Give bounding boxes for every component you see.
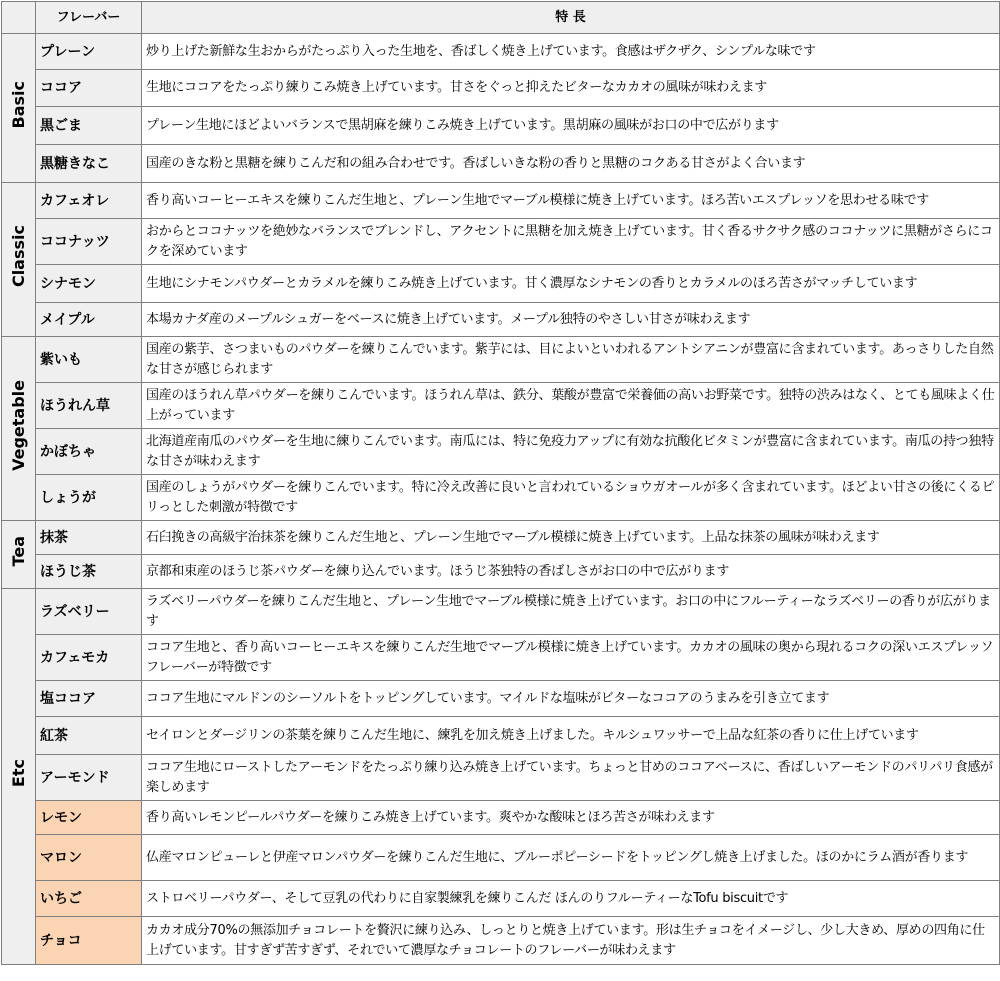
table-row: [2, 755, 1000, 801]
table-row: [2, 383, 1000, 429]
category-basic: [2, 34, 36, 183]
flavor-description: ココア生地にローストしたアーモンドをたっぷり練り込み焼き上げています。ちょっと甘めのココアベースに、香ばしいアーモンドのパリパリ食感が楽しめます: [142, 755, 1000, 801]
table-row: [2, 34, 1000, 70]
flavor-name: ココア: [36, 70, 142, 107]
flavor-table: [1, 1, 1000, 965]
flavor-name: 紫いも: [36, 337, 142, 383]
category-classic: [2, 183, 36, 337]
table-row: [2, 70, 1000, 107]
flavor-name: 紅茶: [36, 717, 142, 755]
flavor-description: 国産のしょうがパウダーを練りこんでいます。特に冷え改善に良いと言われているショウガオールが多く含まれています。ほどよい甘さの後にくるピリっとした刺激が特徴です: [142, 475, 1000, 521]
category-label: Vegetable: [8, 379, 28, 471]
flavor-description: おからとココナッツを絶妙なバランスでブレンドし、アクセントに黒糖を加え焼き上げています。甘く香るサクサク感のココナッツに黒糖がさらにコクを深めています: [142, 219, 1000, 265]
category-label: Tea: [8, 535, 28, 567]
table-row: [2, 107, 1000, 145]
flavor-name: チョコ: [36, 917, 142, 965]
flavor-description: セイロンとダージリンの茶葉を練りこんだ生地に、練乳を加え焼き上げました。キルシュワッサーで上品な紅茶の香りに仕上げています: [142, 717, 1000, 755]
category-label: Classic: [8, 224, 28, 288]
header-flavor: フレーバー: [36, 2, 142, 34]
flavor-description: カカオ成分70%の無添加チョコレートを贅沢に練り込み、しっとりと焼き上げています。形は生チョコをイメージし、少し大きめ、厚めの四角に仕上げています。甘すぎず苦すぎず、それでいて濃厚なチョコレートのフレーバーが味わえます: [142, 917, 1000, 965]
table-row: [2, 521, 1000, 555]
flavor-name: かぼちゃ: [36, 429, 142, 475]
flavor-name: 黒ごま: [36, 107, 142, 145]
table-row: [2, 881, 1000, 917]
flavor-description: ココア生地にマルドンのシーソルトをトッピングしています。マイルドな塩味がビターなココアのうまみを引き立てます: [142, 681, 1000, 717]
table-row: [2, 183, 1000, 219]
flavor-name: ココナッツ: [36, 219, 142, 265]
flavor-description: 京都和束産のほうじ茶パウダーを練り込んでいます。ほうじ茶独特の香ばしさがお口の中で広がります: [142, 555, 1000, 589]
table-row: [2, 555, 1000, 589]
table-row: [2, 429, 1000, 475]
table-row: [2, 801, 1000, 835]
flavor-name: ほうじ茶: [36, 555, 142, 589]
category-etc: [2, 589, 36, 965]
table-row: [2, 303, 1000, 337]
flavor-description: 国産のきな粉と黒糖を練りこんだ和の組み合わせです。香ばしいきな粉の香りと黒糖のコクある甘さがよく合います: [142, 145, 1000, 183]
header-row: [2, 2, 1000, 34]
flavor-description: 国産の紫芋、さつまいものパウダーを練りこんでいます。紫芋には、目によいといわれるアントシアニンが豊富に含まれています。あっさりした自然な甘さが感じられます: [142, 337, 1000, 383]
flavor-name: 塩ココア: [36, 681, 142, 717]
flavor-description: 石臼挽きの高級宇治抹茶を練りこんだ生地と、プレーン生地でマーブル模様に焼き上げています。上品な抹茶の風味が味わえます: [142, 521, 1000, 555]
table-row: [2, 265, 1000, 303]
flavor-name: しょうが: [36, 475, 142, 521]
category-vegetable: [2, 337, 36, 521]
flavor-name: レモン: [36, 801, 142, 835]
table-row: [2, 635, 1000, 681]
flavor-description: 生地にシナモンパウダーとカラメルを練りこみ焼き上げています。甘く濃厚なシナモンの香りとカラメルのほろ苦さがマッチしています: [142, 265, 1000, 303]
flavor-description: ラズベリーパウダーを練りこんだ生地と、プレーン生地でマーブル模様に焼き上げています。お口の中にフルーティーなラズベリーの香りが広がります: [142, 589, 1000, 635]
header-feature: 特 長: [142, 2, 1000, 34]
flavor-name: マロン: [36, 835, 142, 881]
flavor-name: メイプル: [36, 303, 142, 337]
table-row: [2, 835, 1000, 881]
flavor-description: 炒り上げた新鮮な生おからがたっぷり入った生地を、香ばしく焼き上げています。食感はザクザク、シンプルな味です: [142, 34, 1000, 70]
category-label: Basic: [8, 80, 28, 129]
flavor-description: 生地にココアをたっぷり練りこみ焼き上げています。甘さをぐっと抑えたビターなカカオの風味が味わえます: [142, 70, 1000, 107]
table-row: [2, 145, 1000, 183]
flavor-description: ストロベリーパウダー、そして豆乳の代わりに自家製練乳を練りこんだ ほんのりフルーティーなTofu biscuitです: [142, 881, 1000, 917]
flavor-description: 北海道産南瓜のパウダーを生地に練りこんでいます。南瓜には、特に免疫力アップに有効な抗酸化ビタミンが豊富に含まれています。南瓜の持つ独特な甘さが味わえます: [142, 429, 1000, 475]
flavor-name: ほうれん草: [36, 383, 142, 429]
flavor-description: 本場カナダ産のメープルシュガーをベースに焼き上げています。メープル独特のやさしい甘さが味わえます: [142, 303, 1000, 337]
table-row: [2, 917, 1000, 965]
header-corner: [2, 2, 36, 34]
flavor-name: いちご: [36, 881, 142, 917]
table-row: [2, 717, 1000, 755]
table-row: [2, 337, 1000, 383]
table-row: [2, 475, 1000, 521]
flavor-name: カフェオレ: [36, 183, 142, 219]
flavor-description: 香り高いレモンピールパウダーを練りこみ焼き上げています。爽やかな酸味とほろ苦さが味わえます: [142, 801, 1000, 835]
flavor-name: 黒糖きなこ: [36, 145, 142, 183]
flavor-name: プレーン: [36, 34, 142, 70]
flavor-description: 国産のほうれん草パウダーを練りこんでいます。ほうれん草は、鉄分、葉酸が豊富で栄養価の高いお野菜です。独特の渋みはなく、とても風味よく仕上がっています: [142, 383, 1000, 429]
flavor-name: ラズベリー: [36, 589, 142, 635]
category-tea: [2, 521, 36, 589]
flavor-name: シナモン: [36, 265, 142, 303]
table-row: [2, 219, 1000, 265]
category-label: Etc: [8, 758, 28, 788]
flavor-name: 抹茶: [36, 521, 142, 555]
flavor-description: 香り高いコーヒーエキスを練りこんだ生地と、プレーン生地でマーブル模様に焼き上げています。ほろ苦いエスプレッソを思わせる味です: [142, 183, 1000, 219]
flavor-name: カフェモカ: [36, 635, 142, 681]
table-row: [2, 681, 1000, 717]
flavor-description: プレーン生地にほどよいバランスで黒胡麻を練りこみ焼き上げています。黒胡麻の風味がお口の中で広がります: [142, 107, 1000, 145]
flavor-description: ココア生地と、香り高いコーヒーエキスを練りこんだ生地でマーブル模様に焼き上げています。カカオの風味の奥から現れるコクの深いエスプレッソフレーバーが特徴です: [142, 635, 1000, 681]
table-row: [2, 589, 1000, 635]
flavor-description: 仏産マロンピューレと伊産マロンパウダーを練りこんだ生地に、ブルーポピーシードをトッピングし焼き上げました。ほのかにラム酒が香ります: [142, 835, 1000, 881]
flavor-name: アーモンド: [36, 755, 142, 801]
